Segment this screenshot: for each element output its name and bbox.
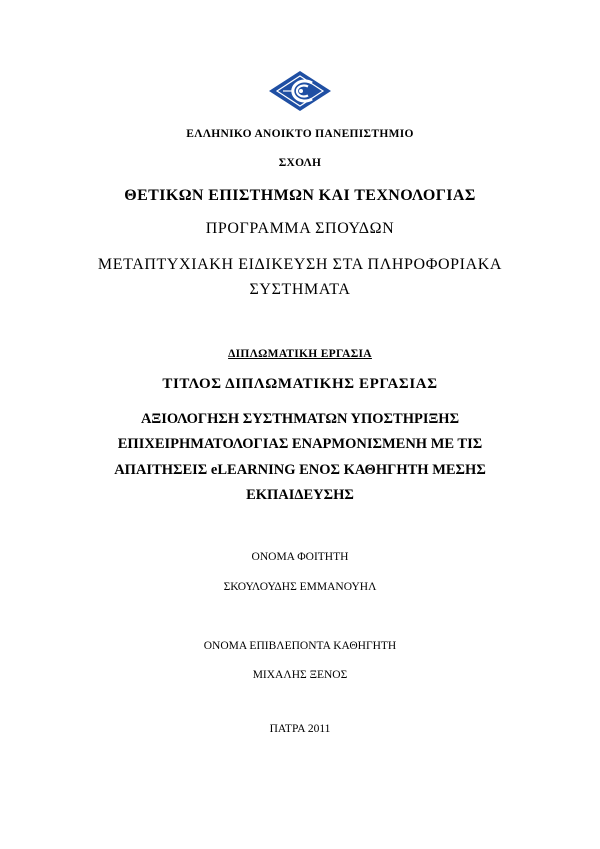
student-name: ΣΚΟΥΛΟΥΔΗΣ ΕΜΜΑΝΟΥΗΛ bbox=[223, 581, 377, 593]
student-name-label: ΟΝΟΜΑ ΦΟΙΤΗΤΗ bbox=[251, 551, 349, 563]
program-label: ΠΡΟΓΡΑΜΜΑ ΣΠΟΥΔΩΝ bbox=[205, 220, 395, 237]
supervisor-name-label: ΟΝΟΜΑ ΕΠΙΒΛΕΠΟΝΤΑ ΚΑΘΗΓΗΤΗ bbox=[203, 640, 397, 652]
university-name: ΕΛΛΗΝΙΚΟ ΑΝΟΙΚΤΟ ΠΑΝΕΠΙΣΤΗΜΙΟ bbox=[186, 128, 414, 140]
school-label: ΣΧΟΛΗ bbox=[278, 157, 322, 169]
supervisor-name: ΜΙΧΑΛΗΣ ΞΕΝΟΣ bbox=[252, 669, 348, 681]
place-date: ΠΑΤΡΑ 2011 bbox=[269, 723, 331, 735]
specialization-line-1: ΜΕΤΑΠΤΥΧΙΑΚΗ ΕΙΔΙΚΕΥΣΗ ΣΤΑ ΠΛΗΡΟΦΟΡΙΑΚΑ bbox=[97, 256, 503, 273]
thesis-title-line-4: ΕΚΠΑΙΔΕΥΣΗΣ bbox=[246, 487, 354, 503]
thesis-title-line-3: ΑΠΑΙΤΗΣΕΙΣ eLEARNING ΕΝΟΣ ΚΑΘΗΓΗΤΗ ΜΕΣΗΣ bbox=[114, 462, 486, 478]
faculty-name: ΘΕΤΙΚΩΝ ΕΠΙΣΤΗΜΩΝ ΚΑΙ ΤΕΧΝΟΛΟΓΙΑΣ bbox=[124, 187, 476, 204]
thesis-title-line-2: ΕΠΙΧΕΙΡΗΜΑΤΟΛΟΓΙΑΣ ΕΝΑΡΜΟΝΙΣΜΕΝΗ ΜΕ ΤΙΣ bbox=[117, 436, 483, 452]
thesis-label: ΔΙΠΛΩΜΑΤΙΚΗ ΕΡΓΑΣΙΑ bbox=[228, 348, 372, 360]
thesis-title-label: ΤΙΤΛΟΣ ΔΙΠΛΩΜΑΤΙΚΗΣ ΕΡΓΑΣΙΑΣ bbox=[162, 376, 438, 392]
university-logo-icon bbox=[268, 70, 332, 112]
specialization-line-2: ΣΥΣΤΗΜΑΤΑ bbox=[249, 281, 351, 298]
thesis-title-line-1: ΑΞΙΟΛΟΓΗΣΗ ΣΥΣΤΗΜΑΤΩΝ ΥΠΟΣΤΗΡΙΞΗΣ bbox=[140, 411, 460, 427]
